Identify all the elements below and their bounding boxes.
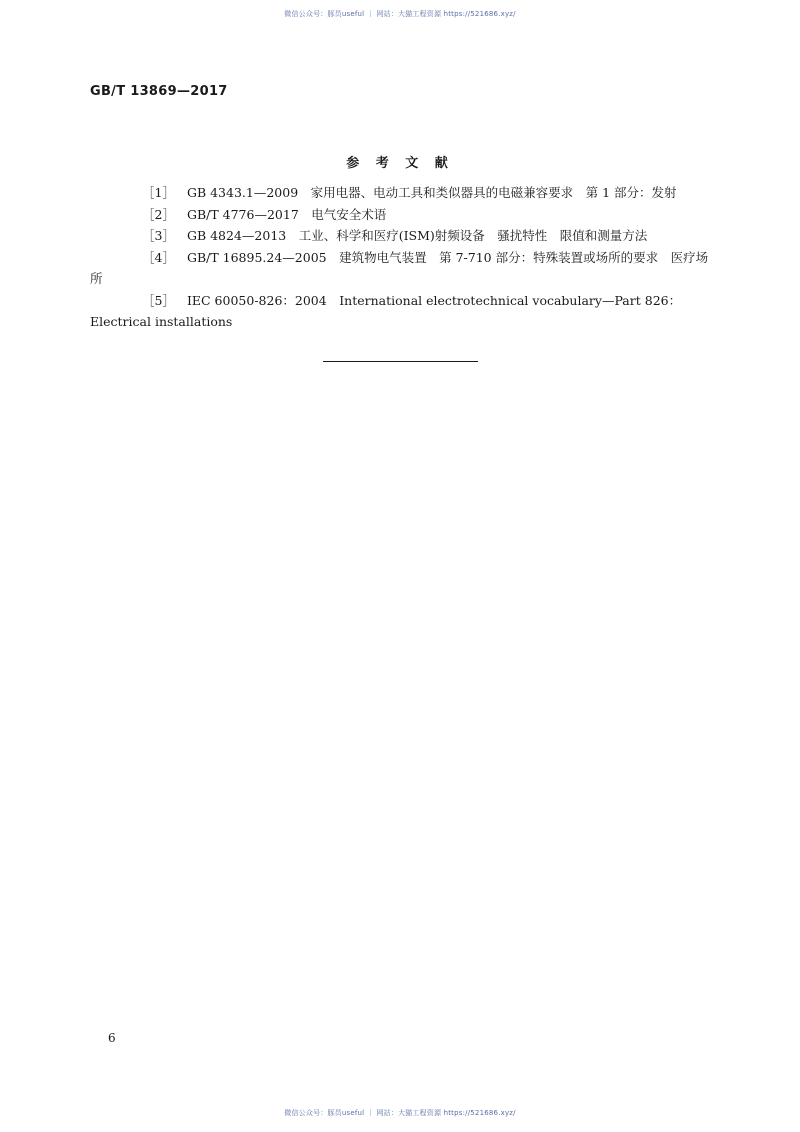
end-rule [323,361,478,362]
reference-number: ［4］ [142,249,175,265]
reference-item [90,290,710,333]
watermark-top: 微信公众号：豚员useful ｜ 网站：大猫工程资源 https://521686.xyz/ [284,10,516,18]
reference-list [90,182,710,333]
reference-item [90,225,710,247]
reference-number: ［2］ [142,206,175,222]
reference-item [90,182,710,204]
standard-code-header: GB/T 13869—2017 [90,84,228,99]
reference-number: ［1］ [142,185,175,200]
reference-text: GB 4343.1—2009 家用电器、电动工具和类似器具的电磁兼容要求 第 1 部分：发射 [186,185,677,200]
reference-text: GB/T 4776—2017 电气安全术语 [186,206,387,222]
reference-number: ［5］ [142,292,175,308]
bibliography-title: 参 考 文 献 [346,156,454,171]
watermark-bottom: 微信公众号：豚员useful ｜ 网站：大猫工程资源 https://521686.xyz/ [284,1109,516,1117]
reference-text: GB 4824—2013 工业、科学和医疗(ISM)射频设备 骚扰特性 限值和测量方法 [186,228,648,243]
reference-number: ［3］ [142,228,175,243]
reference-text: GB/T 16895.24—2005 建筑物电气装置 第 7-710 部分：特殊装置或场所的要求 医疗场所 [90,249,709,286]
page-number: 6 [108,1031,116,1045]
reference-text: IEC 60050-826：2004 International electrotechnical vocabulary—Part 826：Electrical installations [90,292,682,329]
reference-item [90,247,710,290]
reference-item [90,204,710,226]
